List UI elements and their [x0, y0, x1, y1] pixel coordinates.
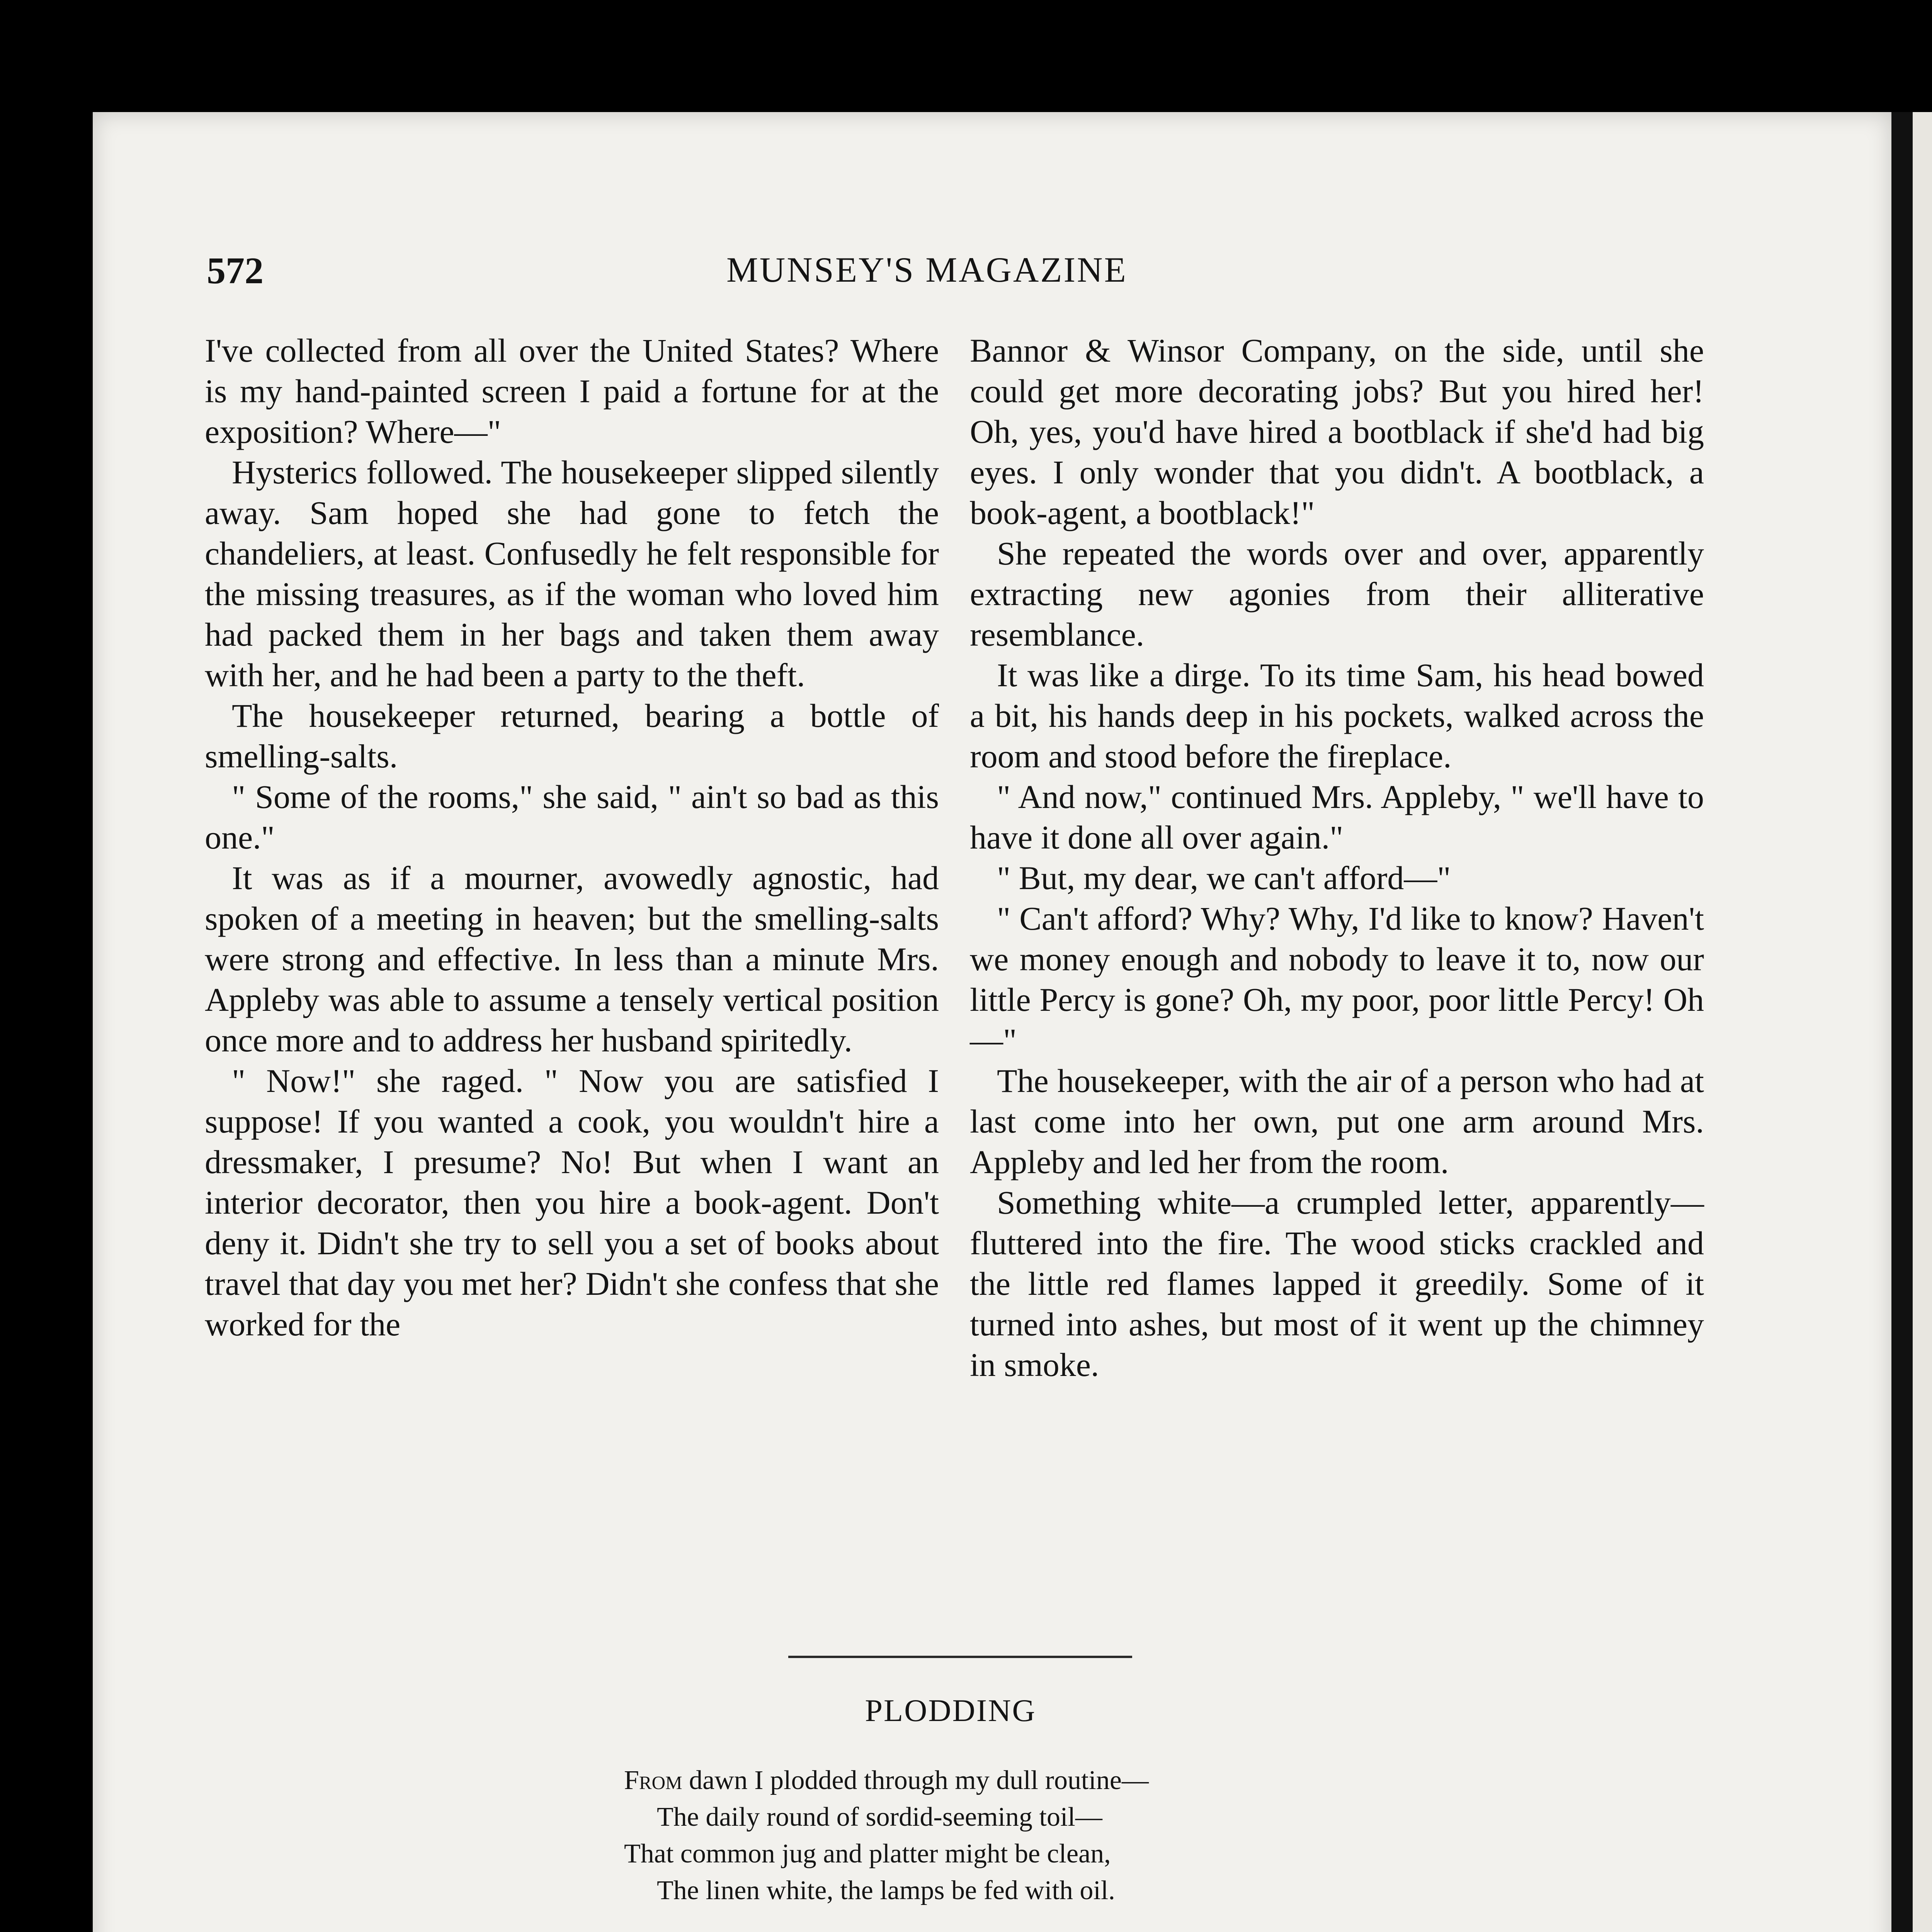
paragraph: She repeated the words over and over, apparently extracting new agonies from their alliterative resemblance.: [970, 535, 1704, 653]
poem-stanza: [624, 1762, 1255, 1909]
paragraph: " Now!" she raged. " Now you are satisfied I suppose! If you wanted a cook, you wouldn't hire a dressmaker, I presume? No! But when I want an interior decorator, then you hire a book-agent. Don't deny it. Didn't she try to sell you a set of books about travel that day you met her? Didn't she confess that she worked for the: [205, 1062, 939, 1343]
poem-line: The daily round of sordid-seeming toil—: [657, 1802, 1102, 1832]
left-column: [205, 330, 939, 1345]
paragraph: " Some of the rooms," she said, " ain't so bad as this one.": [205, 778, 939, 856]
poem-first-word: From: [624, 1765, 682, 1795]
paragraph: " And now," continued Mrs. Appleby, " we'll have to have it done all over again.": [970, 778, 1704, 856]
poem: [624, 1762, 1255, 1932]
paragraph: Something white—a crumpled letter, apparently—fluttered into the fire. The wood sticks crackled and the little red flames lapped it greedily. Some of it turned into ashes, but most of it went up the chimney in smoke.: [970, 1184, 1704, 1383]
paragraph: The housekeeper, with the air of a person who had at last come into her own, put one arm around Mrs. Appleby and led her from the room.: [970, 1062, 1704, 1180]
section-divider: [788, 1656, 1132, 1658]
paragraph: It was as if a mourner, avowedly agnostic, had spoken of a meeting in heaven; but the smelling-salts were strong and effective. In less than a minute Mrs. Appleby was able to assume a tensely vertical position once more and to address her husband spiritedly.: [205, 859, 939, 1059]
paragraph: Hysterics followed. The housekeeper slipped silently away. Sam hoped she had gone to fetch the chandeliers, at least. Confusedly he felt responsible for the missing treasures, as if the woman who loved him had packed them in her bags and taken them away with her, and he had been a party to the theft.: [205, 454, 939, 694]
paragraph: Bannor & Winsor Company, on the side, until she could get more decorating jobs? But you hired her! Oh, yes, you'd have hired a bootblack if she'd had big eyes. I only wonder that you didn't. A bootblack, a book-agent, a bootblack!": [970, 332, 1704, 531]
next-page-edge: [1913, 112, 1932, 1932]
poem-line: That common jug and platter might be clean,: [624, 1839, 1111, 1869]
running-head: MUNSEY'S MAGAZINE: [726, 250, 1128, 289]
paragraph: " But, my dear, we can't afford—": [997, 859, 1451, 896]
poem-title: PLODDING: [865, 1693, 1036, 1728]
right-column: [970, 330, 1704, 1385]
poem-line: From dawn I plodded through my dull routine—: [624, 1765, 1149, 1795]
paragraph: I've collected from all over the United States? Where is my hand-painted screen I paid a fortune for at the exposition? Where—": [205, 332, 939, 450]
page-number: 572: [207, 250, 264, 292]
paragraph: " Can't afford? Why? Why, I'd like to know? Haven't we money enough and nobody to leave it to, now our little Percy is gone? Oh, my poor, poor little Percy! Oh—": [970, 900, 1704, 1059]
paragraph: It was like a dirge. To its time Sam, his head bowed a bit, his hands deep in his pockets, walked across the room and stood before the fireplace.: [970, 656, 1704, 775]
paragraph: The housekeeper returned, bearing a bottle of smelling-salts.: [205, 697, 939, 775]
poem-line: The linen white, the lamps be fed with oil.: [657, 1876, 1115, 1905]
book-gutter: [1891, 112, 1913, 1932]
